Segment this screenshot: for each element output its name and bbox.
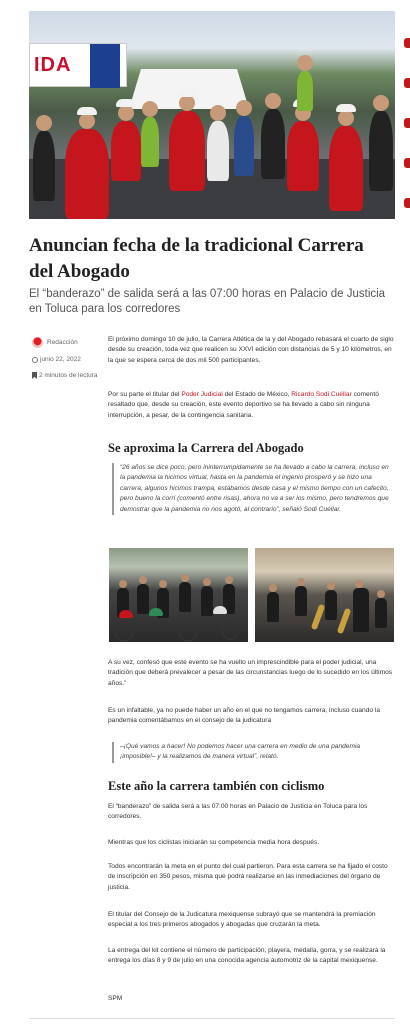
hero-runner <box>111 121 141 181</box>
hero-runner <box>234 116 254 176</box>
hero-runner <box>65 129 109 219</box>
bookmark-icon <box>32 372 37 379</box>
paragraph-5: El “banderazo” de salida será a las 07:00 horas en Palacio de Justicia en Toluca para los corredores. <box>108 803 368 821</box>
hero-runner <box>207 121 229 181</box>
photo-person <box>325 590 337 620</box>
paragraph-6: Mientras que los ciclistas iniciarán su competencia media hora después. <box>108 839 320 846</box>
read-time-row <box>32 371 102 380</box>
paragraph-2-text-c: comentó resaltado que, desde su creación, este evento deportivo se ha llevado a cabo sin ninguna interrupción, a pesar, de la contingencia sanitaria. <box>108 391 379 419</box>
photo-person <box>201 586 213 616</box>
photo-person <box>295 586 307 616</box>
hero-banner-text: IDA <box>34 54 72 76</box>
photo-cyclists <box>109 548 248 642</box>
article-lead: El “banderazo” de salida será a las 07:00 horas en Palacio de Justicia en Toluca para los corredores <box>29 288 386 315</box>
photo-person <box>137 584 149 614</box>
ricardo-sodi-link[interactable]: Ricardo Sodi Cuéllar <box>291 391 352 398</box>
photo-bike-wheel <box>221 622 239 640</box>
hero-runner <box>169 111 205 191</box>
photo-saxophone <box>337 608 352 634</box>
hero-banner-stripe <box>90 44 120 88</box>
paragraph-2-text-b: del Estado de México, <box>222 391 292 398</box>
photo-saxophone <box>311 604 326 630</box>
paragraph-2-text-a: Por su parte el titular del <box>108 391 182 398</box>
share-marker[interactable] <box>404 78 410 88</box>
photo-person <box>375 598 387 628</box>
publish-date: junio 22, 2022 <box>40 356 81 363</box>
author-row[interactable] <box>32 337 102 348</box>
hero-finish-banner <box>29 43 127 87</box>
paragraph-2 <box>108 390 394 421</box>
photo-helmet <box>149 608 163 616</box>
hero-runner <box>287 121 319 191</box>
photo-helmet <box>213 606 227 614</box>
quote-2: –¡Qué vamos a hacer! No podemos hacer una carrera en medio de una pandemia ¡imposible!– y la realizamos de manera virtual”, relató. <box>112 742 392 763</box>
paragraph-3: A su vez, confesó que este evento se ha vuelto un imprescindible para el poder judicial, una tradición que deberá prevalecer a pesar de las circunstancias luego de lo sucedido en los últimos años.” <box>108 659 393 687</box>
date-row <box>32 355 102 364</box>
paragraph-4: Es un infaltable, ya no puede haber un año en el que no tengamos carrera, incluso cuando la pandemia comentábamos en el consejo de la judicatura <box>108 707 380 725</box>
share-marker[interactable] <box>404 198 410 208</box>
divider <box>29 1018 395 1019</box>
paragraph-8: El titular del Consejo de la Judicatura mexiquense subrayó que se mantendrá la premiación especial a los tres primeros abogados y abogadas que cruzarán la meta. <box>108 911 376 929</box>
author-meta <box>32 337 102 387</box>
author-name[interactable]: Redacción <box>47 339 78 346</box>
photo-person <box>353 588 369 632</box>
section-heading-2: Este año la carrera también con ciclismo <box>108 779 325 793</box>
quote-1: “26 años se dice poco, pero ininterrumpidamente se ha llevado a cabo la carrera, incluso en la pandemia la hicimos virtual, hasta en la pandemia el ingenio prosperó y se hizo una carrera, algunos hicimos trampa, estábamos desde casa y el mismo tiempo con un cafecito, pero bueno la corrí (comentó entre risas), ahora no va a ser los mismo, pero tendremos que demostrar que la pandemia no nos agotó, al contrario”, señaló Sodi Cuéllar. <box>112 463 392 515</box>
photo-band <box>255 548 394 642</box>
hero-image <box>29 11 395 219</box>
photo-person <box>179 582 191 612</box>
read-time: 2 minutos de lectura <box>39 372 98 379</box>
signature: SPM <box>108 995 123 1002</box>
paragraph-1: El próximo domingo 10 de julio, la Carrera Atlética de la y del Abogado rebasará el cuarto de siglo desde su creación, toda vez que realicen su XXVI edición con distancias de 5 y 10 kilómetros, en la que se espera cerca de dos mil 500 participantes. <box>108 336 394 364</box>
section-heading-1: Se aproxima la Carrera del Abogado <box>108 441 304 455</box>
share-marker[interactable] <box>404 38 410 48</box>
hero-runner <box>329 126 363 211</box>
hero-costume-runner <box>297 71 313 111</box>
share-marker[interactable] <box>404 118 410 128</box>
clock-icon <box>32 357 38 363</box>
avatar[interactable] <box>32 337 43 348</box>
photo-bike-wheel <box>179 624 197 642</box>
poder-judicial-link[interactable]: Poder Judicial <box>181 391 223 398</box>
photo-helmet <box>119 610 133 618</box>
paragraph-9: La entrega del kit contiene el número de participación, playera, medalla, gorra, y se realizará la entrega los días 8 y 9 de julio en una conocida agencia automotriz de la capital mexiquense. <box>108 947 386 965</box>
hero-runner <box>261 109 285 179</box>
hero-runner <box>33 131 55 201</box>
photo-bike-wheel <box>115 624 133 642</box>
photo-person <box>267 592 279 622</box>
paragraph-7: Todos encontrarán la meta en el punto del cual partieron. Para esta carrera se ha fijado el costo de inscripción en 350 pesos, misma que podrá realizarse en las inmediaciones del órgano de justicia. <box>108 863 388 891</box>
article-title: Anuncian fecha de la tradicional Carrera del Abogado <box>29 235 364 282</box>
hero-runner <box>369 111 393 191</box>
hero-runner <box>141 117 159 167</box>
share-marker[interactable] <box>404 158 410 168</box>
